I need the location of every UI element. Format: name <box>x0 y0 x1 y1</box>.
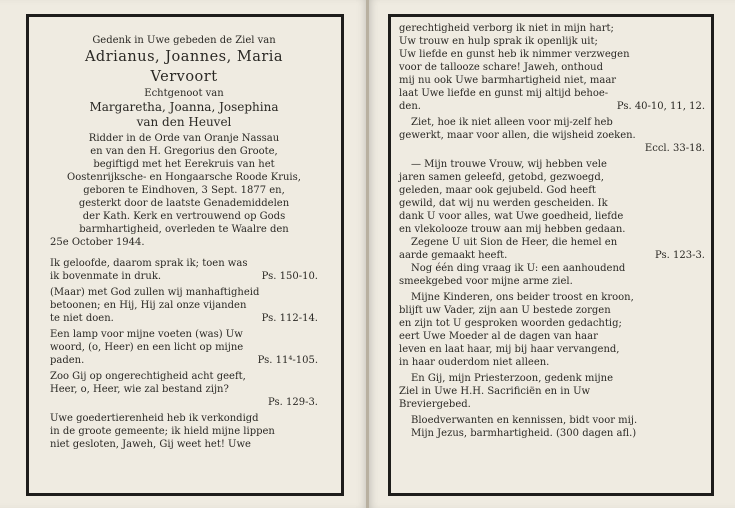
text-block-7 <box>399 414 705 440</box>
verse-2 <box>50 286 318 325</box>
verse-4 <box>50 370 318 409</box>
verse-reference: Ps. 123-3. <box>655 250 705 261</box>
verse-reference: Ps. 129-3. <box>268 397 318 408</box>
verse-reference: Eccl. 33-18. <box>644 143 705 154</box>
bio-line: Ridder in de Orde van Oranje Nassau <box>88 133 280 144</box>
verse-line: te niet doen. <box>50 313 114 324</box>
text-line: Bloedverwanten en kennissen, bidt voor mij. <box>411 415 638 426</box>
text-line: Nog één ding vraag ik U: een aanhoudend <box>411 263 626 274</box>
deceased-name-line1: Adrianus, Joannes, Maria <box>84 49 284 65</box>
text-line: En Gij, mijn Priesterzoon, gedenk mijne <box>411 373 614 384</box>
verse-line: in de groote gemeente; ik hield mijne lippen <box>50 426 275 437</box>
text-line: Ziet, hoe ik niet alleen voor mij-zelf heb <box>411 117 613 128</box>
biography <box>50 132 318 249</box>
verse-reference: Ps. 150-10. <box>261 271 318 282</box>
bio-line: geboren te Eindhoven, 3 Sept. 1877 en, <box>83 185 285 196</box>
text-line: dank U voor alles, wat Uwe goedheid, liefde <box>399 211 624 222</box>
left-page-content <box>50 34 318 451</box>
right-page-content <box>399 22 705 440</box>
text-line: blijft uw Vader, zijn aan U bestede zorgen <box>399 305 611 316</box>
verse-line: niet gesloten, Jaweh, Gij weet het! Uwe <box>50 439 251 450</box>
text-line: jaren samen geleefd, getobd, gezwoegd, <box>399 172 604 183</box>
text-line: Breviergebed. <box>399 399 471 410</box>
text-line: gerechtigheid verborg ik niet in mijn hart; <box>399 23 614 34</box>
text-line: Mijn Jezus, barmhartigheid. (300 dagen afl.) <box>411 428 637 439</box>
text-block-3 <box>399 158 705 262</box>
text-block-6 <box>399 372 705 411</box>
verse-line: betoonen; en Hij, Hij zal onze vijanden <box>50 300 247 311</box>
verse-reference: Ps. 40-10, 11, 12. <box>616 101 705 112</box>
verse-line: Heer, o, Heer, wie zal bestand zijn? <box>50 384 229 395</box>
text-line: gewild, dat wij nu werden gescheiden. Ik <box>399 198 608 209</box>
verse-line: woord, (o, Heer) en een licht op mijne <box>50 342 244 353</box>
text-line: eert Uwe Moeder al de dagen van haar <box>399 331 598 342</box>
deceased-name-line2: Vervoort <box>150 69 218 85</box>
verse-reference: Ps. 112-14. <box>261 313 318 324</box>
text-line: leven en laat haar, mij bij haar vervangend, <box>399 344 620 355</box>
text-line: en vlekolooze trouw aan mij hebben gedaan. <box>399 224 626 235</box>
text-block-1 <box>399 22 705 113</box>
text-line: gewerkt, maar voor allen, die wijsheid zoeken. <box>399 130 636 141</box>
text-line: smeekgebed voor mijne arme ziel. <box>399 276 573 287</box>
text-line: aarde gemaakt heeft. <box>399 250 508 261</box>
text-line: in haar ouderdom niet alleen. <box>399 357 550 368</box>
verse-line: Een lamp voor mijne voeten (was) Uw <box>50 329 243 340</box>
text-line: Ziel in Uwe H.H. Sacrificiën en in Uw <box>399 386 591 397</box>
bio-line: gesterkt door de laatste Genademiddelen <box>78 198 290 209</box>
text-block-5 <box>399 291 705 369</box>
bio-line: Oostenrijksche- en Hongaarsche Roode Kruis, <box>67 172 301 183</box>
text-block-2 <box>399 116 705 155</box>
verse-line: ik bovenmate in druk. <box>50 271 162 282</box>
bio-line: en van den H. Gregorius den Groote, <box>90 146 278 157</box>
text-line: en zijn tot U gesproken woorden gedachtig; <box>399 318 622 329</box>
bio-line: begiftigd met het Eerekruis van het <box>93 159 275 170</box>
text-line: laat Uwe liefde en gunst mij altijd behoe- <box>399 88 609 99</box>
bio-line: barmhartigheid, overleden te Waalre den <box>79 224 289 235</box>
spouse-label: Echtgenoot van <box>144 88 224 99</box>
right-page <box>369 0 735 508</box>
text-line: Uw trouw en hulp sprak ik openlijk uit; <box>399 36 598 47</box>
text-line: Uw liefde en gunst heb ik nimmer verzwegen <box>399 49 630 60</box>
verse-line: Uwe goedertierenheid heb ik verkondigd <box>50 413 259 424</box>
spouse-name-line1: Margaretha, Joanna, Josephina <box>89 100 279 114</box>
text-line: — Mijn trouwe Vrouw, wij hebben vele <box>411 159 607 170</box>
verse-line: Zoo Gij op ongerechtigheid acht geeft, <box>50 371 246 382</box>
spouse-name-line2: van den Heuvel <box>136 115 232 129</box>
text-line: geleden, maar ook gejubeld. God heeft <box>399 185 596 196</box>
text-line: den. <box>399 101 421 112</box>
verse-line: Ik geloofde, daarom sprak ik; toen was <box>50 258 248 269</box>
verse-line: paden. <box>50 355 85 366</box>
text-line: mij nu ook Uwe barmhartigheid niet, maar <box>399 75 617 86</box>
bio-line: der Kath. Kerk en vertrouwend op Gods <box>82 211 286 222</box>
verse-3 <box>50 328 318 367</box>
left-page <box>0 0 367 508</box>
verse-reference: Ps. 11⁴-105. <box>257 355 318 366</box>
verse-5 <box>50 412 318 451</box>
text-line: Mijne Kinderen, ons beider troost en kroon, <box>411 292 634 303</box>
text-block-4 <box>399 262 705 288</box>
text-line: voor de tallooze schare! Jaweh, onthoud <box>399 62 603 73</box>
bio-line: 25e October 1944. <box>50 237 145 248</box>
intro-line: Gedenk in Uwe gebeden de Ziel van <box>92 35 276 46</box>
verse-1 <box>50 257 318 283</box>
verse-line: (Maar) met God zullen wij manhaftigheid <box>50 287 260 298</box>
text-line: Zegene U uit Sion de Heer, die hemel en <box>411 237 618 248</box>
